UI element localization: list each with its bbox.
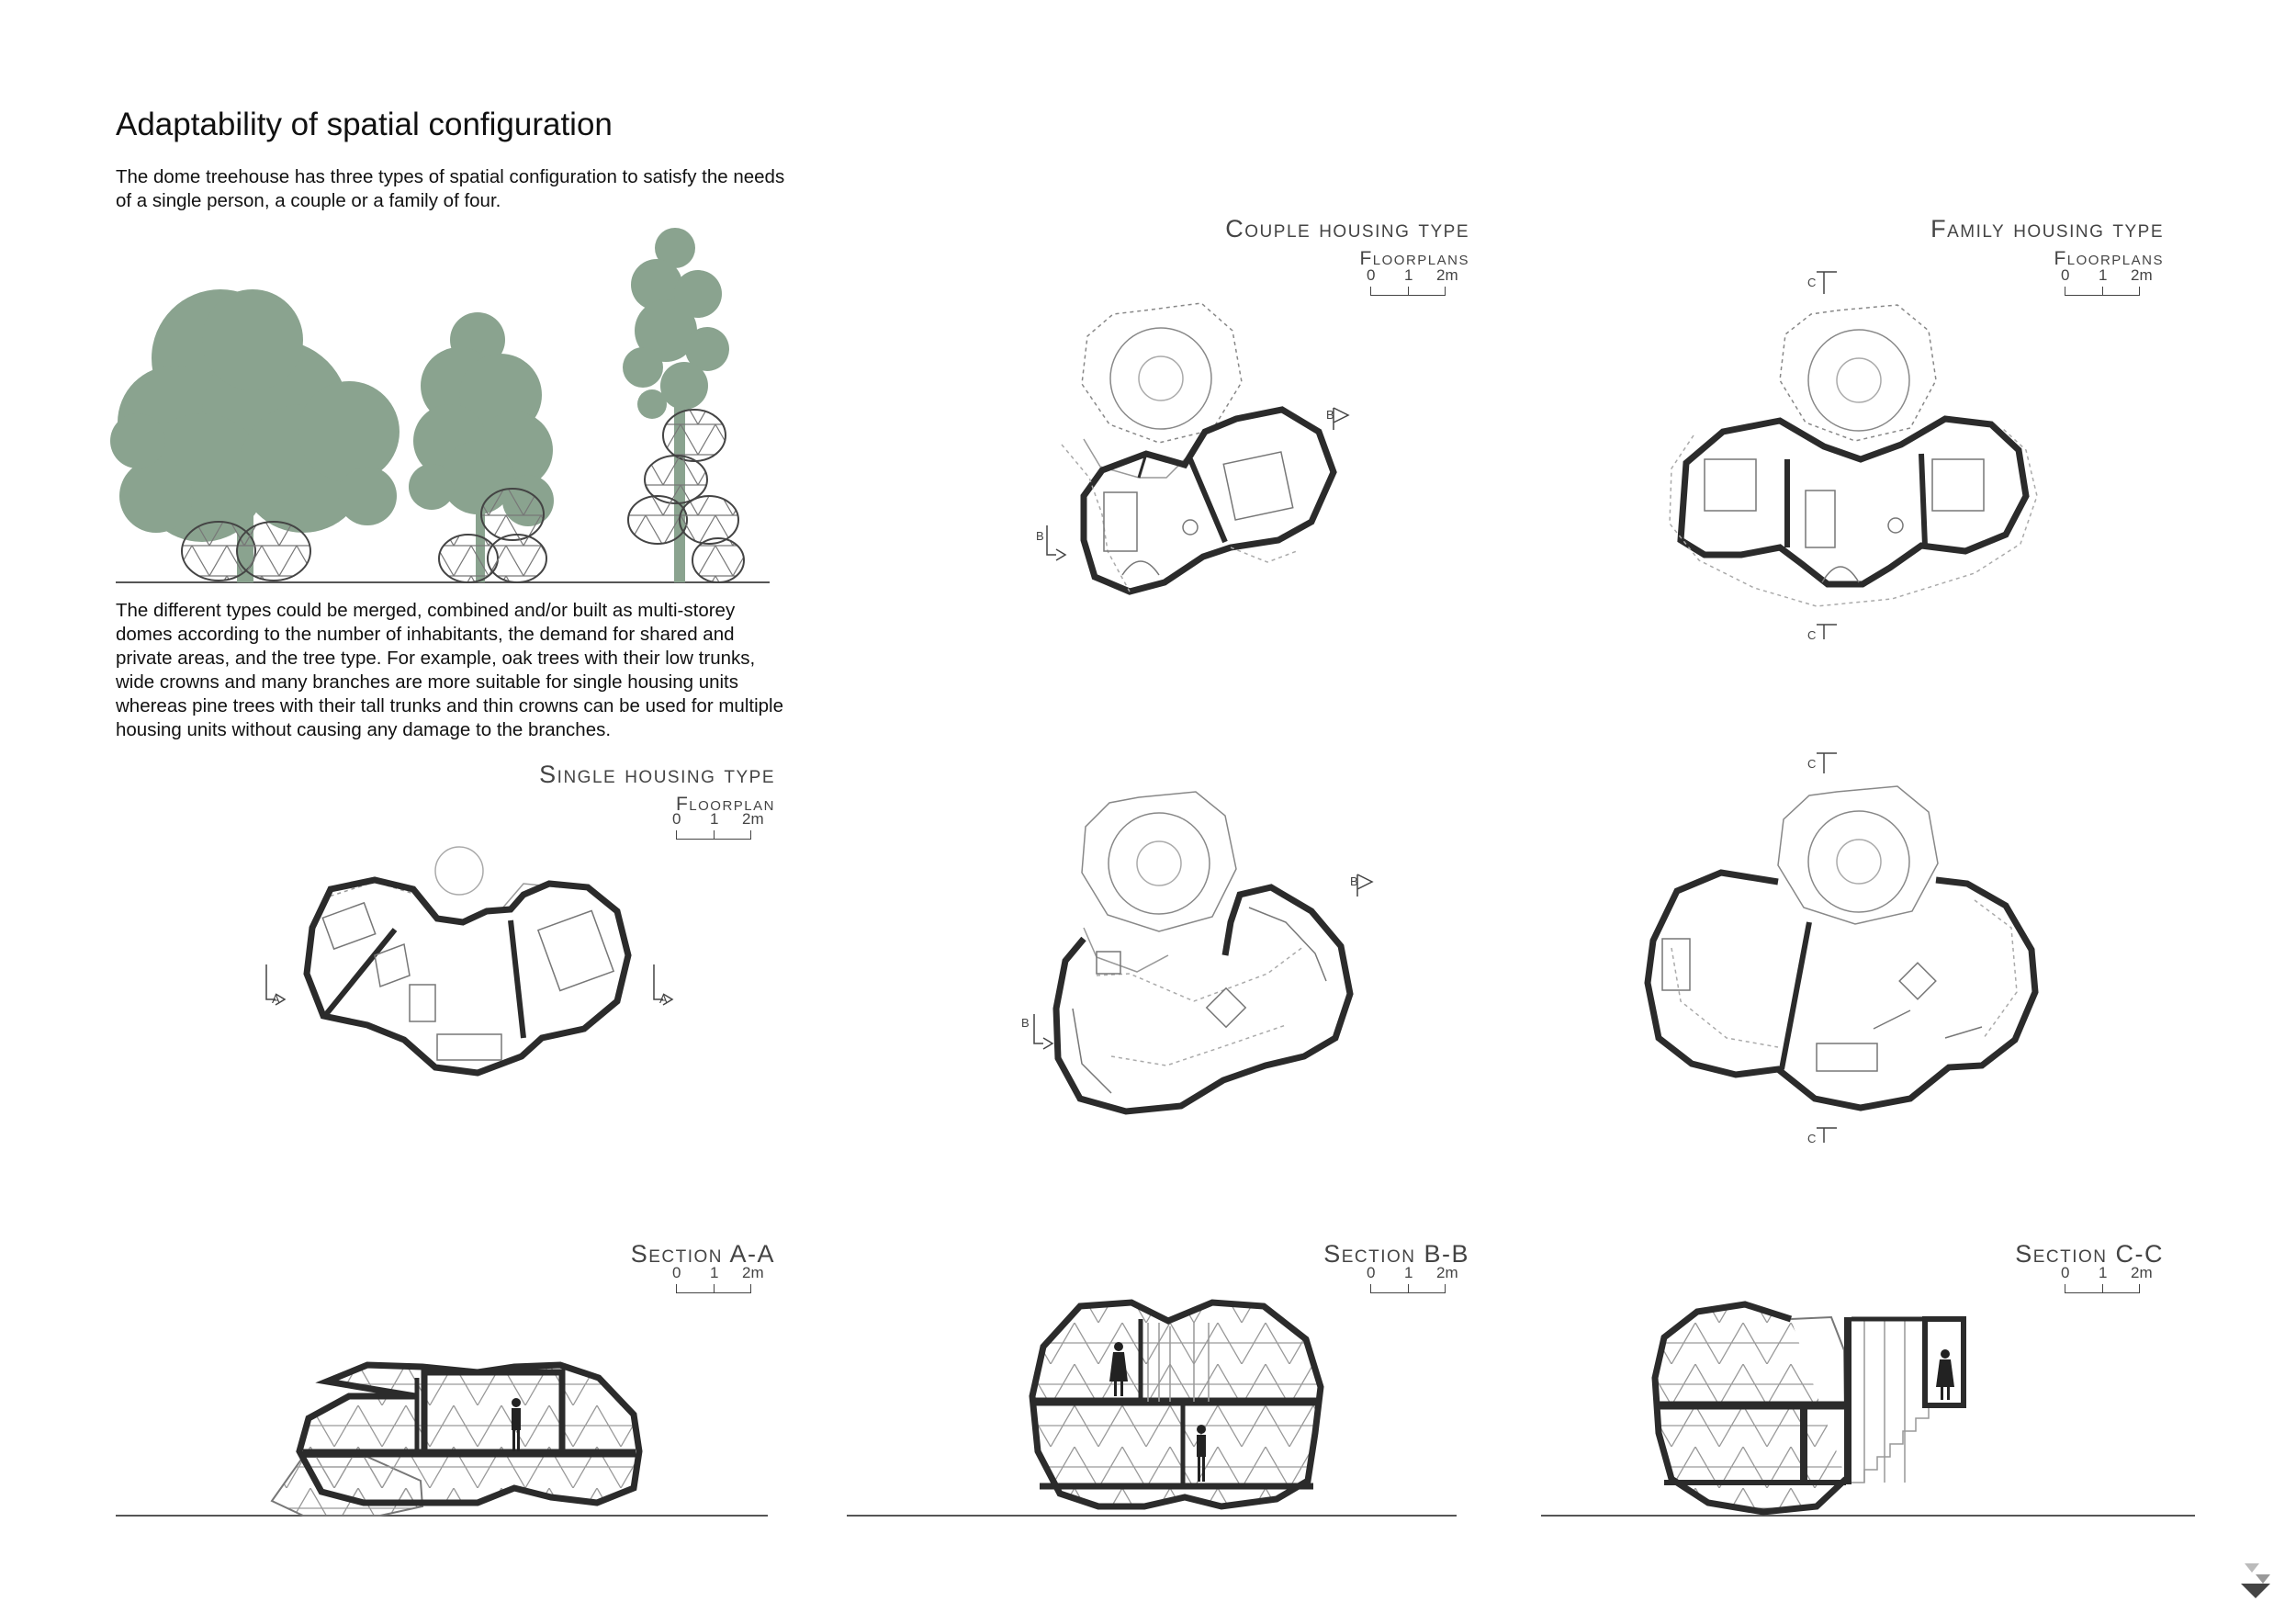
- staircase: [1851, 1319, 1941, 1483]
- couple-floorplan-lower: [1034, 792, 1372, 1111]
- scale-bar-section-c: 0 1 2m: [2061, 1264, 2144, 1295]
- section-mark-b-upper-right: B: [1326, 408, 1334, 422]
- section-mark-a-right: A: [659, 992, 668, 1006]
- section-a-title: Section A-A: [630, 1240, 775, 1268]
- section-mark-c-lower-bottom: C: [1807, 1132, 1817, 1145]
- section-mark-c-lower-top: C: [1807, 757, 1817, 771]
- body-paragraph: The different types could be merged, combined and/or built as multi-storey domes according to the number of inhabitants, the demand for shared and private areas, and the tree type. For example, oak trees with their low trunks, wide crowns and many branches are more suitable for single housing units whereas pine trees with their tall trunks and thin crowns can be used for multiple housing units without causing any damage to the branches.: [116, 600, 783, 740]
- family-floorplan-lower: [1648, 753, 2035, 1143]
- couple-floorplan-upper: [1047, 303, 1348, 592]
- scale-bar-single: 0 1 2m: [672, 810, 755, 841]
- section-b-title: Section B-B: [1323, 1240, 1469, 1268]
- scale-bar-section-a: 0 1 2m: [672, 1264, 755, 1295]
- person-figure: [1936, 1349, 1954, 1400]
- family-floorplan-upper: [1670, 272, 2037, 639]
- section-b-drawing: [847, 1303, 1457, 1516]
- page-title: Adaptability of spatial configuration: [116, 107, 613, 142]
- section-c-drawing: [1541, 1304, 2195, 1516]
- scale-bar-section-b: 0 1 2m: [1367, 1264, 1449, 1295]
- section-a-drawing: [116, 1365, 768, 1516]
- section-mark-b-upper-left: B: [1036, 529, 1044, 543]
- single-floorplan: [266, 847, 672, 1073]
- section-mark-a-left: A: [272, 992, 280, 1006]
- pine-domes: [628, 410, 744, 582]
- oak-dome: [182, 522, 310, 581]
- section-mark-b-lower-left: B: [1021, 1016, 1030, 1030]
- section-mark-c-upper-bottom: C: [1807, 628, 1817, 642]
- section-c-title: Section C-C: [2015, 1240, 2164, 1268]
- single-title: Single housing type: [539, 761, 775, 788]
- couple-subtitle: Floorplans: [1359, 248, 1469, 269]
- single-subtitle: Floorplan: [675, 794, 775, 815]
- family-subtitle: Floorplans: [2054, 248, 2164, 269]
- intro-paragraph: The dome treehouse has three types of spatial configuration to satisfy the needs of a single person, a couple or a family of four.: [116, 166, 785, 211]
- scale-bar-couple: 0 1 2m: [1367, 266, 1449, 298]
- trees-illustration: [110, 228, 770, 582]
- family-title: Family housing type: [1930, 215, 2164, 242]
- scale-bar-family: 0 1 2m: [2061, 266, 2144, 298]
- logo-mark: [2241, 1563, 2270, 1598]
- section-mark-b-lower-right: B: [1350, 874, 1358, 888]
- section-mark-c-upper-top: C: [1807, 276, 1817, 289]
- couple-title: Couple housing type: [1225, 215, 1469, 242]
